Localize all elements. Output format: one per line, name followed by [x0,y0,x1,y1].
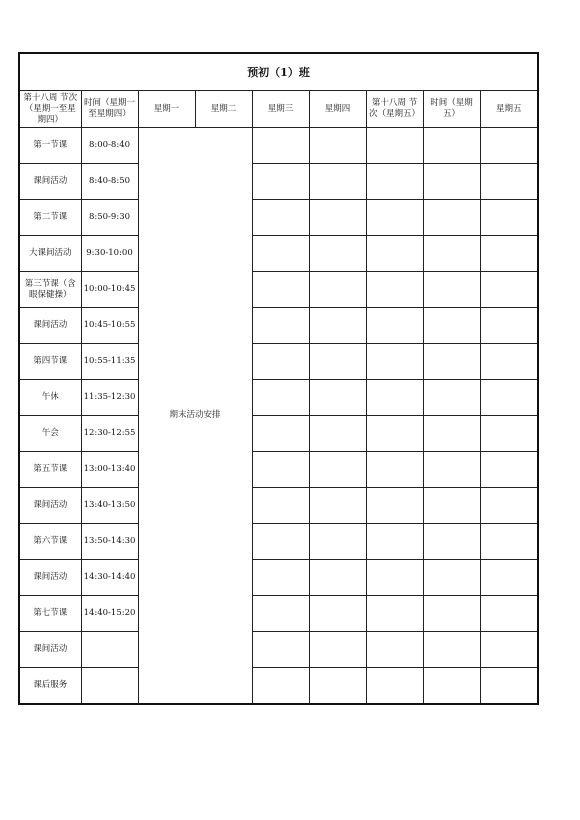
friday-period-cell [366,128,423,164]
thursday-cell [309,272,366,308]
friday-period-cell [366,200,423,236]
table-row [19,668,538,705]
thursday-cell [309,632,366,668]
header-tuesday: 星期二 [195,91,252,128]
wednesday-cell [252,380,309,416]
friday-cell [480,416,538,452]
friday-time-cell [423,560,480,596]
thursday-cell [309,236,366,272]
wednesday-cell [252,560,309,596]
wednesday-cell [252,236,309,272]
friday-cell [480,452,538,488]
friday-time-cell [423,416,480,452]
table-row [19,128,538,164]
time-cell: 9:30-10:00 [81,236,138,272]
friday-period-cell [366,380,423,416]
thursday-cell [309,416,366,452]
period-cell: 午会 [19,416,81,452]
table-row [19,452,538,488]
time-cell: 12:30-12:55 [81,416,138,452]
time-cell: 10:00-10:45 [81,272,138,308]
time-cell: 11:35-12:30 [81,380,138,416]
table-row [19,632,538,668]
friday-period-cell [366,452,423,488]
time-cell: 14:40-15:20 [81,596,138,632]
wednesday-cell [252,488,309,524]
header-friday: 星期五 [480,91,538,128]
friday-time-cell [423,308,480,344]
friday-cell [480,380,538,416]
thursday-cell [309,560,366,596]
thursday-cell [309,128,366,164]
time-cell: 8:00-8:40 [81,128,138,164]
time-cell: 8:40-8:50 [81,164,138,200]
friday-cell [480,236,538,272]
table-title: 预初（1）班 [19,53,538,91]
wednesday-cell [252,524,309,560]
friday-time-cell [423,344,480,380]
friday-period-cell [366,596,423,632]
header-period-fri: 第十八周 节次（星期五） [366,91,423,128]
period-cell: 课间活动 [19,308,81,344]
header-thursday: 星期四 [309,91,366,128]
friday-cell [480,668,538,705]
wednesday-cell [252,272,309,308]
time-cell: 13:00-13:40 [81,452,138,488]
period-cell: 第四节课 [19,344,81,380]
wednesday-cell [252,632,309,668]
period-cell: 课间活动 [19,164,81,200]
thursday-cell [309,308,366,344]
friday-time-cell [423,524,480,560]
friday-period-cell [366,164,423,200]
friday-period-cell [366,632,423,668]
thursday-cell [309,164,366,200]
table-row [19,596,538,632]
period-cell: 课后服务 [19,668,81,705]
friday-cell [480,596,538,632]
table-row [19,416,538,452]
friday-time-cell [423,128,480,164]
friday-period-cell [366,560,423,596]
friday-cell [480,128,538,164]
time-cell: 10:45-10:55 [81,308,138,344]
friday-time-cell [423,164,480,200]
thursday-cell [309,452,366,488]
friday-cell [480,632,538,668]
table-row [19,308,538,344]
header-time-fri: 时间（星期五） [423,91,480,128]
header-period-mon-thu: 第十八周 节次（星期一至星期四） [19,91,81,128]
time-cell: 8:50-9:30 [81,200,138,236]
friday-cell [480,560,538,596]
period-cell: 午休 [19,380,81,416]
friday-period-cell [366,272,423,308]
period-cell: 第五节课 [19,452,81,488]
timetable [18,52,539,705]
period-cell: 第七节课 [19,596,81,632]
friday-period-cell [366,416,423,452]
period-cell: 第二节课 [19,200,81,236]
friday-time-cell [423,200,480,236]
friday-period-cell [366,344,423,380]
thursday-cell [309,380,366,416]
header-wednesday: 星期三 [252,91,309,128]
thursday-cell [309,596,366,632]
friday-period-cell [366,308,423,344]
header-monday: 星期一 [138,91,195,128]
period-cell: 课间活动 [19,488,81,524]
friday-time-cell [423,596,480,632]
table-row [19,488,538,524]
time-cell: 14:30-14:40 [81,560,138,596]
table-row [19,272,538,308]
table-row [19,560,538,596]
friday-cell [480,524,538,560]
friday-time-cell [423,380,480,416]
wednesday-cell [252,416,309,452]
wednesday-cell [252,344,309,380]
wednesday-cell [252,668,309,705]
wednesday-cell [252,452,309,488]
thursday-cell [309,200,366,236]
table-row [19,200,538,236]
wednesday-cell [252,128,309,164]
friday-cell [480,344,538,380]
wednesday-cell [252,200,309,236]
merged-activity-cell: 期末活动安排 [138,128,252,705]
wednesday-cell [252,164,309,200]
period-cell: 第六节课 [19,524,81,560]
period-cell: 第三节课（含眼保健操） [19,272,81,308]
table-row [19,164,538,200]
friday-cell [480,488,538,524]
time-cell: 13:50-14:30 [81,524,138,560]
friday-cell [480,308,538,344]
friday-cell [480,200,538,236]
friday-time-cell [423,272,480,308]
friday-time-cell [423,452,480,488]
friday-period-cell [366,524,423,560]
wednesday-cell [252,596,309,632]
header-time-mon-thu: 时间（星期一至星期四） [81,91,138,128]
period-cell: 第一节课 [19,128,81,164]
friday-time-cell [423,236,480,272]
time-cell [81,668,138,705]
wednesday-cell [252,308,309,344]
friday-period-cell [366,488,423,524]
time-cell [81,632,138,668]
friday-cell [480,164,538,200]
friday-time-cell [423,668,480,705]
thursday-cell [309,668,366,705]
friday-period-cell [366,668,423,705]
time-cell: 13:40-13:50 [81,488,138,524]
time-cell: 10:55-11:35 [81,344,138,380]
table-row [19,524,538,560]
table-row [19,380,538,416]
period-cell: 大课间活动 [19,236,81,272]
friday-time-cell [423,488,480,524]
friday-cell [480,272,538,308]
friday-period-cell [366,236,423,272]
period-cell: 课间活动 [19,632,81,668]
friday-time-cell [423,632,480,668]
thursday-cell [309,344,366,380]
table-row [19,344,538,380]
table-row [19,236,538,272]
period-cell: 课间活动 [19,560,81,596]
thursday-cell [309,488,366,524]
thursday-cell [309,524,366,560]
